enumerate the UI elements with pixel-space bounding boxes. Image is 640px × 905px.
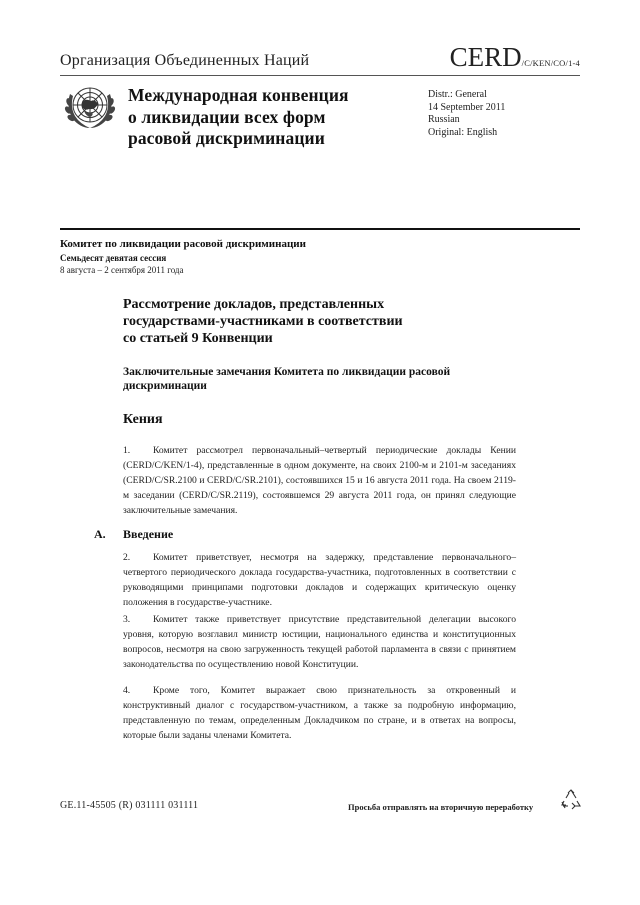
recycle-notice: Просьба отправлять на вторичную переработку (348, 802, 534, 812)
document-title-line: со статьей 9 Конвенции (123, 331, 273, 346)
organization-name: Организация Объединенных Наций (60, 52, 310, 69)
document-subtitle-line: дискриминации (123, 380, 207, 392)
header-thick-rule (60, 228, 580, 230)
paragraph-text: Комитет приветствует, несмотря на задержку, представление первоначального–четвертого периодического доклада государства-участника, подготовленных в соответствии с руководящими принципами подготовки докладов и содержащих критическую оценку положения в государстве-участнике. (123, 552, 516, 608)
paragraph-text: Комитет также приветствует присутствие представительной делегации высокого уровня, которую возглавил министр юстиции, национального единства и конституционных вопросов, несмотря на свою загруженность текущей работой парламента в связи с принятием законодательства по осуществлению новой Конституции. (123, 614, 516, 670)
distribution-status: Distr.: General (428, 89, 487, 100)
paragraph (123, 443, 516, 518)
convention-title-line: о ликвидации всех форм (128, 106, 326, 127)
section-letter: A. (94, 527, 106, 541)
document-title-line: государствами-участниками в соответствии (123, 314, 403, 329)
session-name: Семьдесят девятая сессия (60, 253, 167, 263)
document-symbol-suffix: /C/KEN/CO/1-4 (521, 58, 580, 68)
document-subtitle (123, 365, 450, 393)
distribution-language: Russian (428, 114, 460, 125)
document-subtitle-line: Заключительные замечания Комитета по ликвидации расовой (123, 366, 451, 378)
convention-title-line: расовой дискриминации (128, 128, 325, 148)
paragraph (123, 683, 516, 743)
paragraph-number: 3. (123, 614, 131, 625)
committee-name: Комитет по ликвидации расовой дискриминации (60, 238, 306, 250)
header-rule (60, 75, 580, 76)
document-symbol-main: CERD (449, 42, 522, 72)
job-number: GE.11-45505 (R) 031111 031111 (60, 800, 199, 811)
paragraph-number: 4. (123, 685, 131, 696)
document-title-line: Рассмотрение докладов, представленных (123, 297, 385, 312)
distribution-date: 14 September 2011 (428, 101, 506, 113)
session-dates: 8 августа – 2 сентября 2011 года (60, 265, 184, 275)
section-title: Введение (123, 527, 174, 541)
recycle-icon (560, 789, 582, 811)
paragraph-number: 1. (123, 445, 131, 456)
paragraph (123, 612, 516, 672)
paragraph (123, 550, 516, 610)
paragraph-text: Комитет рассмотрел первоначальный–четвертый периодические доклады Кении (CERD/C/KEN/1-4), представленные в одном документе, на своих 2100-м и 2101-м заседаниях (CERD/C/SR.2100 и CERD/C/SR.2101), состоявшихся 15 и 16 августа 2011 года. На своем 2119-м заседании (CERD/C/SR.2119), состоявшемся 29 августа 2011 года, он принял следующие заключительные замечания. (123, 445, 516, 516)
distribution-block (428, 89, 505, 139)
paragraph-number: 2. (123, 552, 131, 563)
country-heading: Кения (123, 412, 163, 427)
document-symbol (450, 42, 580, 73)
un-emblem-icon (62, 80, 118, 136)
convention-title (128, 85, 349, 150)
document-title (123, 296, 403, 347)
convention-title-line: Международная конвенция (128, 85, 349, 105)
paragraph-text: Кроме того, Комитет выражает свою признательность за откровенный и конструктивный диалог с государством-участником, а также за подробную информацию, представленную по темам, определенным Докладчиком по стране, и в ответах на вопросы, которые были заданы членами Комитета. (123, 685, 516, 741)
distribution-original: Original: English (428, 126, 498, 138)
